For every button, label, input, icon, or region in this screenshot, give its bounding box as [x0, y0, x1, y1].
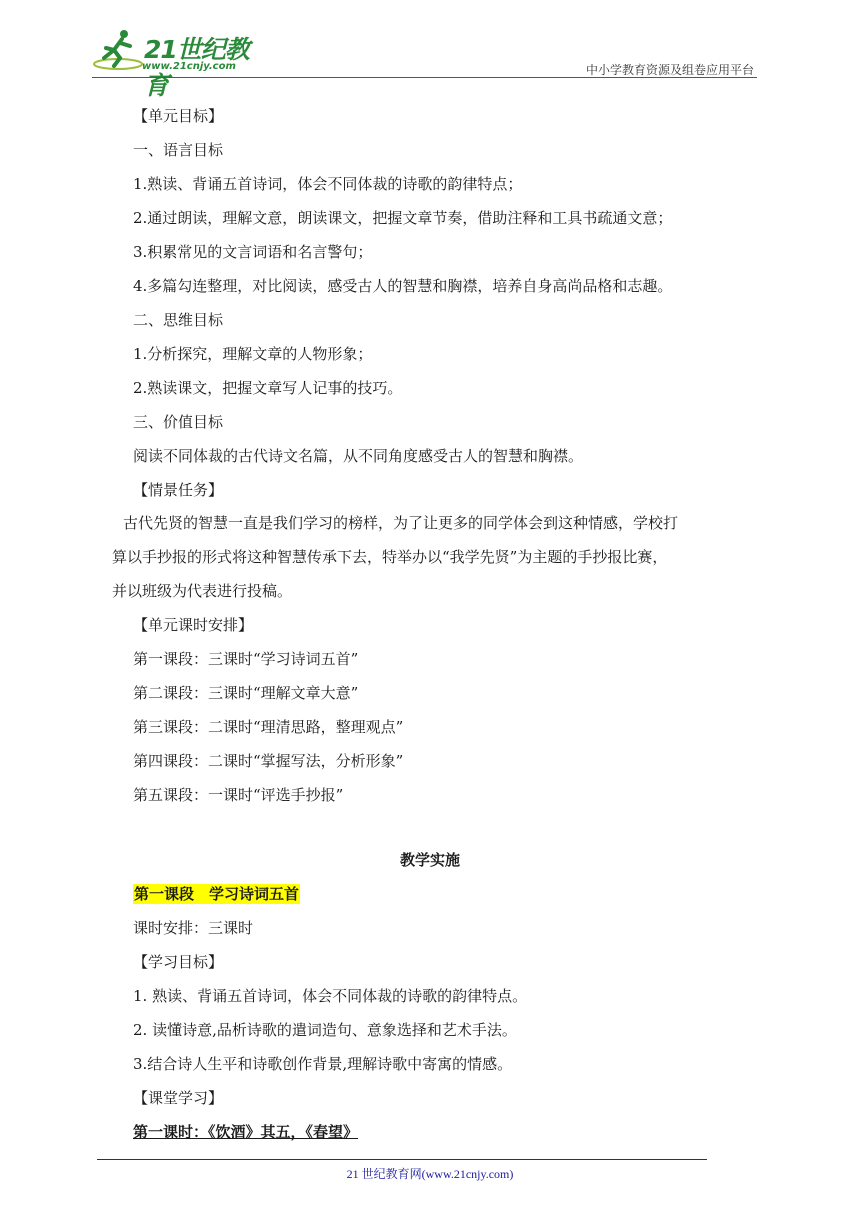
learning-goal-item: 1. 熟读、背诵五首诗词，体会不同体裁的诗歌的韵律特点。: [133, 987, 528, 1005]
value-goals-heading: 三、价值目标: [133, 413, 224, 431]
think-goals-heading: 二、思维目标: [133, 311, 224, 329]
section-title: 教学实施: [399, 851, 460, 869]
segment-title: 第一课段 学习诗词五首: [134, 885, 300, 903]
header-divider: [92, 77, 757, 78]
footer-divider: [97, 1159, 707, 1160]
lang-goal-item: 4.多篇勾连整理，对比阅读，感受古人的智慧和胸襟，培养自身高尚品格和志趣。: [133, 277, 673, 295]
logo-text: 21世纪教育: [144, 35, 249, 100]
runner-icon: [92, 28, 144, 74]
lang-goal-item: 2.通过朗读，理解文意，朗读课文，把握文章节奏，借助注释和工具书疏通文意；: [133, 209, 673, 227]
logo-url: www.21cnjy.com: [142, 61, 236, 72]
learning-goal-item: 2. 读懂诗意,品析诗歌的遣词造句、意象选择和艺术手法。: [133, 1021, 517, 1039]
lang-goal-item: 1.熟读、背诵五首诗词，体会不同体裁的诗歌的韵律特点；: [133, 175, 523, 193]
think-goal-item: 2.熟读课文，把握文章写人记事的技巧。: [133, 379, 403, 397]
scenario-line: 算以手抄报的形式将这种智慧传承下去，特举办以“我学先贤”为主题的手抄报比赛，: [112, 548, 668, 566]
lang-goals-heading: 一、语言目标: [133, 141, 224, 159]
page-header: [0, 0, 860, 100]
think-goal-item: 1.分析探究，理解文章的人物形象；: [133, 345, 373, 363]
value-goal-text: 阅读不同体裁的古代诗文名篇，从不同角度感受古人的智慧和胸襟。: [133, 447, 584, 465]
schedule-item: 第四课段：二课时“掌握写法，分析形象”: [133, 752, 404, 770]
class-study-heading: 【课堂学习】: [133, 1089, 224, 1107]
learning-goal-item: 3.结合诗人生平和诗歌创作背景,理解诗歌中寄寓的情感。: [133, 1055, 513, 1073]
schedule-heading: 【单元课时安排】: [133, 616, 254, 634]
unit-goals-heading: 【单元目标】: [133, 107, 224, 125]
scenario-line: 古代先贤的智慧一直是我们学习的榜样，为了让更多的同学体会到这种情感，学校打: [123, 514, 679, 532]
page-footer: 21 世纪教育网(www.21cnjy.com): [346, 1167, 514, 1181]
schedule-item: 第二课段：三课时“理解文章大意”: [133, 684, 359, 702]
schedule-item: 第三课段：二课时“理清思路，整理观点”: [133, 718, 404, 736]
lesson-title: 第一课时：《饮酒》其五，《春望》: [133, 1123, 359, 1141]
header-tagline: 中小学教育资源及组卷应用平台: [585, 63, 754, 77]
scenario-line: 并以班级为代表进行投稿。: [112, 582, 293, 600]
scenario-heading: 【情景任务】: [133, 481, 224, 499]
logo: [92, 28, 262, 100]
schedule-item: 第五课段：一课时“评选手抄报”: [133, 786, 344, 804]
hours-text: 课时安排：三课时: [133, 919, 254, 937]
lang-goal-item: 3.积累常见的文言词语和名言警句；: [133, 243, 373, 261]
learning-goals-heading: 【学习目标】: [133, 953, 224, 971]
schedule-item: 第一课段：三课时“学习诗词五首”: [133, 650, 359, 668]
